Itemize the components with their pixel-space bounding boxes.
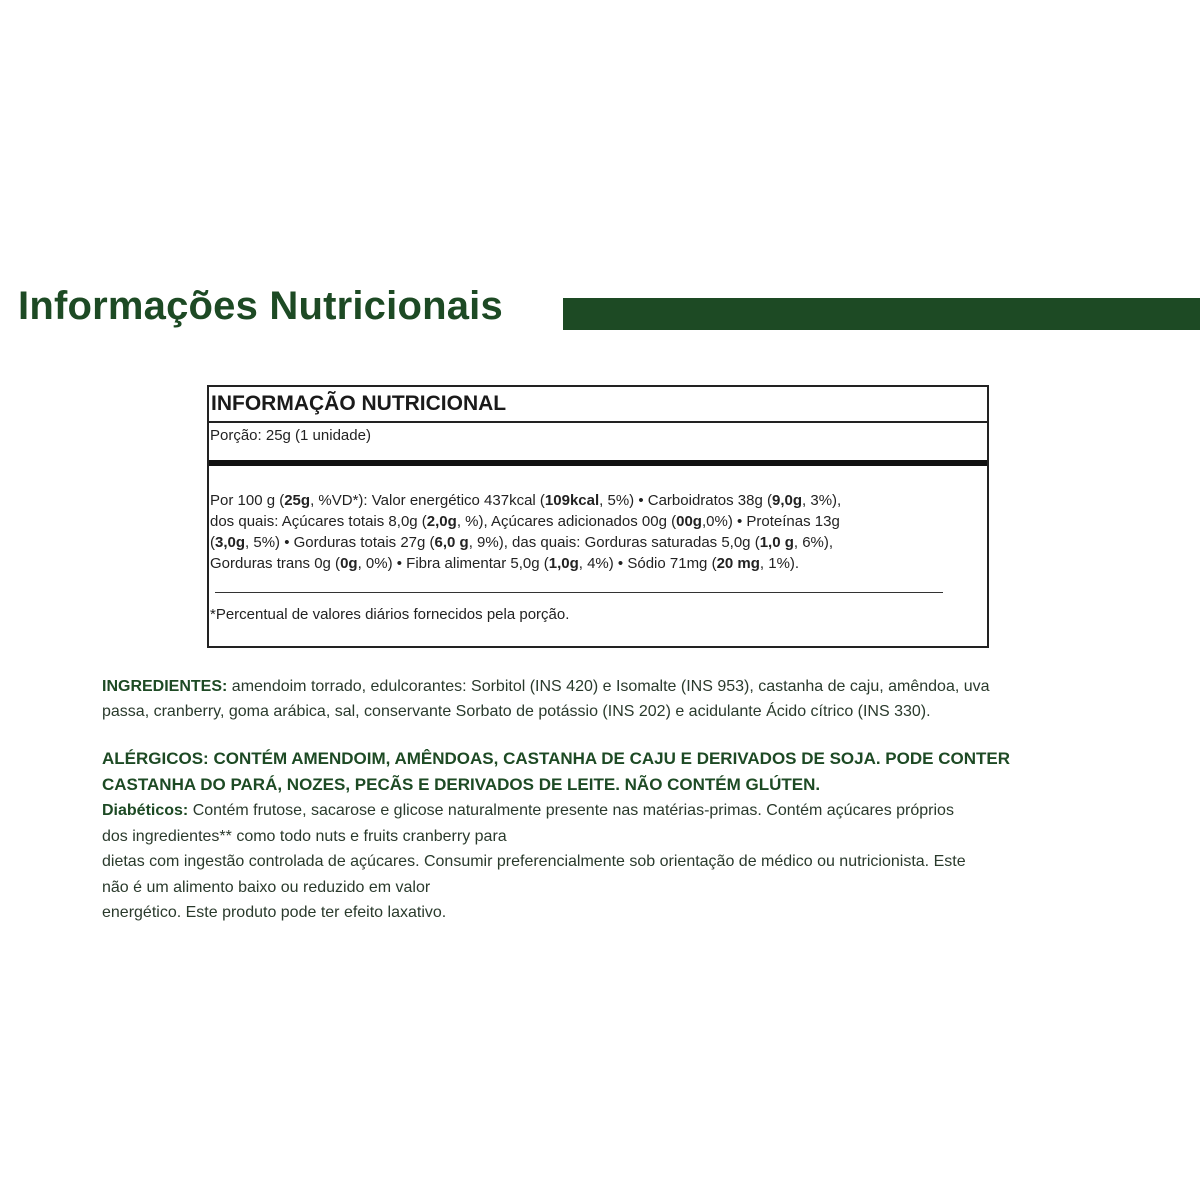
nutrition-text: , 3%), [802, 492, 842, 509]
per-portion-value: 3,0g [215, 534, 246, 551]
page-title: Informações Nutricionais [18, 284, 503, 328]
per-portion-value: 9,0g [772, 492, 803, 509]
per-portion-value: 00g [676, 513, 702, 530]
nutrition-values [210, 490, 980, 574]
table-divider [215, 592, 943, 593]
nutrition-table-title: INFORMAÇÃO NUTRICIONAL [211, 392, 507, 415]
nutrition-text: Gorduras trans 0g ( [210, 555, 341, 572]
nutrition-line [210, 553, 980, 574]
nutrition-text: ,0%) • Proteínas 13g [701, 513, 840, 530]
nutrition-text: dos quais: Açúcares totais 8,0g ( [210, 513, 427, 530]
nutrition-line [210, 532, 980, 553]
per-portion-value: 1,0g [548, 555, 579, 572]
nutrition-text: , 5%) • Gorduras totais 27g ( [245, 534, 435, 551]
diabetics-line: energético. Este produto pode ter efeito laxativo. [102, 904, 447, 921]
daily-value-footnote: *Percentual de valores diários fornecidos pela porção. [210, 606, 570, 623]
title-accent-bar [563, 298, 1200, 330]
diabetics-line: dietas com ingestão controlada de açúcares. Consumir preferencialmente sob orientação de médico ou nutricionista. Este [102, 853, 966, 870]
table-divider [209, 421, 987, 423]
diabetics-text: Contém frutose, sacarose e glicose naturalmente presente nas matérias-primas. Contém açúcares próprios [188, 802, 954, 819]
ingredients-label: INGREDIENTES: [102, 678, 228, 695]
per-portion-value: 1,0 g [759, 534, 794, 551]
ingredients-section [102, 674, 1102, 724]
nutrition-text: , 9%), das quais: Gorduras saturadas 5,0g ( [468, 534, 760, 551]
nutrition-text: , 5%) • Carboidratos 38g ( [599, 492, 772, 509]
portion-size: Porção: 25g (1 unidade) [210, 427, 371, 444]
ingredients-line [102, 674, 1102, 699]
per-portion-value: 20 mg [716, 555, 760, 572]
diabetics-section [102, 798, 1102, 926]
nutrition-text: ( [210, 534, 215, 551]
allergens-line: ALÉRGICOS: CONTÉM AMENDOIM, AMÊNDOAS, CASTANHA DE CAJU E DERIVADOS DE SOJA. PODE CONTER [102, 749, 1010, 768]
nutrition-text: , 6%), [793, 534, 834, 551]
nutrition-line [210, 490, 980, 511]
nutrition-line [210, 511, 980, 532]
ingredients-line: passa, cranberry, goma arábica, sal, conservante Sorbato de potássio (INS 202) e acidulante Ácido cítrico (INS 330). [102, 703, 931, 720]
diabetics-line [102, 798, 1102, 824]
diabetics-line: não é um alimento baixo ou reduzido em valor [102, 878, 431, 896]
nutrition-text: , 4%) • Sódio 71mg ( [578, 555, 717, 572]
nutrition-facts-table [207, 385, 989, 648]
per-portion-value: 6,0 g [434, 534, 469, 551]
allergens-section [102, 746, 1102, 798]
nutrition-text: , 1%). [759, 555, 800, 572]
per-portion-value: 0g [340, 555, 358, 572]
nutrition-text: , 0%) • Fibra alimentar 5,0g ( [357, 555, 549, 572]
allergens-line: CASTANHA DO PARÁ, NOZES, PECÃS E DERIVADOS DE LEITE. NÃO CONTÉM GLÚTEN. [102, 775, 821, 794]
nutrition-text: , %VD*): Valor energético 437kcal ( [310, 492, 545, 509]
nutrition-text: , %), Açúcares adicionados 00g ( [456, 513, 677, 530]
per-portion-value: 2,0g [426, 513, 457, 530]
diabetics-line: dos ingredientes** como todo nuts e fruits cranberry para [102, 827, 507, 845]
table-thick-divider [209, 460, 987, 466]
ingredients-text: amendoim torrado, edulcorantes: Sorbitol (INS 420) e Isomalte (INS 953), castanha de caju, amêndoa, uva [227, 678, 990, 695]
per-portion-value: 109kcal [544, 492, 600, 509]
per-portion-value: 25g [284, 492, 311, 509]
diabetics-label: Diabéticos: [102, 802, 189, 819]
nutrition-text: Por 100 g ( [210, 492, 285, 509]
